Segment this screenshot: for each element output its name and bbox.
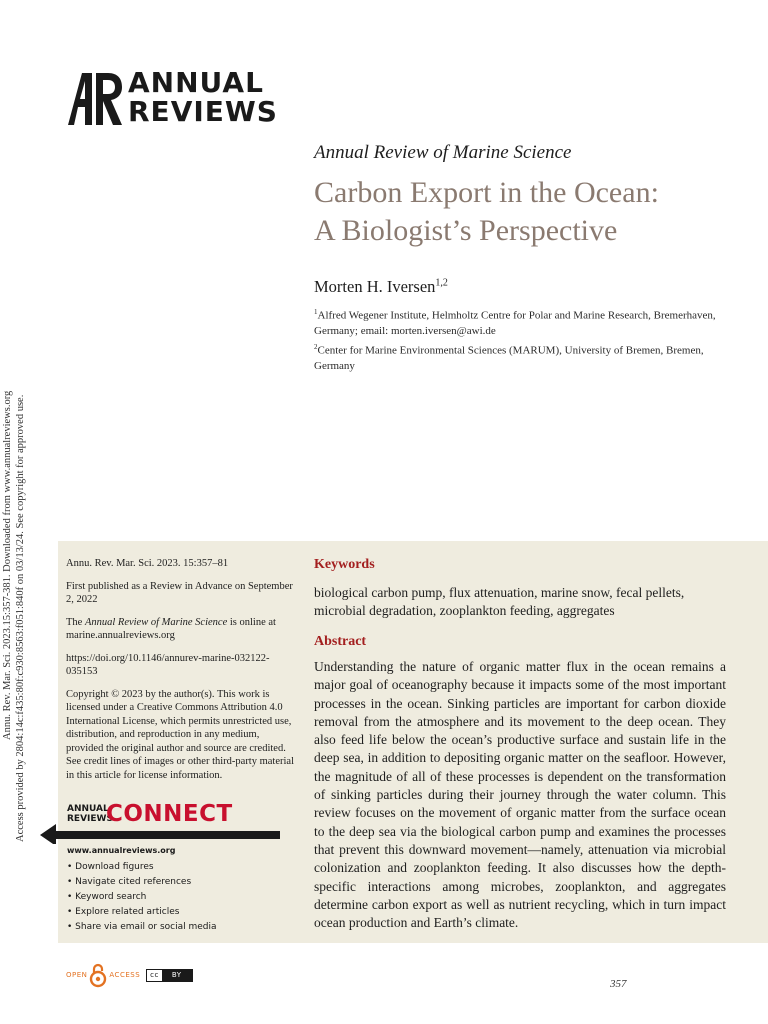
cc-by-badge <box>146 969 192 982</box>
connect-title: CONNECT <box>106 801 233 827</box>
open-access-open: OPEN <box>66 971 88 979</box>
download-note: Annu. Rev. Mar. Sci. 2023.15:357-381. Downloaded from www.annualreviews.org <box>2 390 13 740</box>
online-note <box>66 616 296 643</box>
online-suffix: is online at marine.annualreviews.org <box>66 616 276 641</box>
annual-reviews-logo <box>66 68 278 126</box>
connect-feature: • Share via email or social media <box>67 920 217 935</box>
cc-icon: cc <box>150 971 159 979</box>
doi-link[interactable]: https://doi.org/10.1146/annurev-marine-032122-035153 <box>66 652 270 677</box>
publication-date: First published as a Review in Advance on September 2, 2022 <box>66 580 293 605</box>
connect-features <box>67 860 217 935</box>
abstract-text: Understanding the nature of organic matter flux in the ocean remains a major goal of oceanography because it impacts some of the most important processes in the ocean. Sinking particles are important for carbon dioxide removal from the atmosphere and its movement to the deep ocean. They also feed life below the ocean’s productive surface and sustain life in the deep sea, in addition to depositing organic matter on the seafloor. However, the magnitude of all of these processes is dependent on the transformation of sinking particles during their journey through the water column. This review focuses on the movement of organic matter from the surface ocean to the deep sea via the biological carbon pump and examines the processes that prevent this downward movement—namely, attenuation via microbial colonization and zooplankton feeding. It also discusses how the depth-specific interactions among microbes, zooplankton, and aggregates determine carbon export as well as nutrient recycling, which in turn impact ocean production and Earth’s climate. <box>314 659 726 931</box>
online-journal: Annual Review of Marine Science <box>84 616 228 628</box>
copyright-notice: Copyright © 2023 by the author(s). This work is licensed under a Creative Commons Attribution 4.0 International License, which permits unrestricted use, distribution, and reproduction in any medium, provided the original author and source are credited. See credit lines of images or other third-party material in this article for license information. <box>66 688 295 781</box>
connect-feature: • Explore related articles <box>67 905 217 920</box>
logo-line-annual: ANNUAL <box>128 66 264 99</box>
author-name: Morten H. Iversen <box>314 277 436 296</box>
connect-feature: • Download figures <box>67 860 217 875</box>
open-lock-icon <box>89 962 107 988</box>
author-affil-marks: 1,2 <box>435 277 448 289</box>
title-line-2: A Biologist’s Perspective <box>314 214 618 247</box>
connect-feature: • Keyword search <box>67 890 217 905</box>
keywords-heading: Keywords <box>314 557 375 572</box>
affiliation-2 <box>314 340 724 374</box>
author <box>314 277 448 297</box>
affiliation-text: Center for Marine Environmental Sciences (MARUM), University of Bremen, Bremen, Germany <box>314 344 704 372</box>
open-access-badge <box>66 962 193 988</box>
affiliation-text: Alfred Wegener Institute, Helmholtz Centre for Polar and Marine Research, Bremerhaven, Germany; email: morten.iversen@awi.de <box>314 309 716 337</box>
page-number: 357 <box>610 978 627 990</box>
article-title <box>314 174 659 250</box>
affiliation-mark: 2 <box>314 343 318 351</box>
connect-brand-line-2: REVIEWS <box>67 814 113 824</box>
access-note: Access provided by 2804:14c:f435:80f:c930:8563:f051:840f on 03/13/24. See copyright for approved use. <box>15 394 26 842</box>
abstract-heading: Abstract <box>314 634 367 649</box>
journal-name: Annual Review of Marine Science <box>314 142 572 163</box>
connect-brand-line-1: ANNUAL <box>67 804 109 814</box>
affiliation-mark: 1 <box>314 308 318 316</box>
logo-line-reviews: REVIEWS <box>128 95 278 128</box>
by-icon: BY <box>162 970 192 981</box>
online-prefix: The <box>66 616 85 628</box>
connect-feature: • Navigate cited references <box>67 875 217 890</box>
keywords-list: biological carbon pump, flux attenuation, marine snow, fecal pellets, microbial degradation, zooplankton feeding, aggregates <box>314 585 685 618</box>
article-info-sidebar <box>66 557 296 791</box>
connect-box <box>40 798 280 938</box>
connect-url[interactable]: www.annualreviews.org <box>67 846 176 855</box>
ar-logo-icon <box>66 69 124 125</box>
affiliation-1 <box>314 305 724 339</box>
citation: Annu. Rev. Mar. Sci. 2023. 15:357–81 <box>66 558 229 569</box>
title-line-1: Carbon Export in the Ocean: <box>314 176 659 209</box>
logo-text <box>128 68 278 126</box>
open-access-access: ACCESS <box>109 971 141 979</box>
